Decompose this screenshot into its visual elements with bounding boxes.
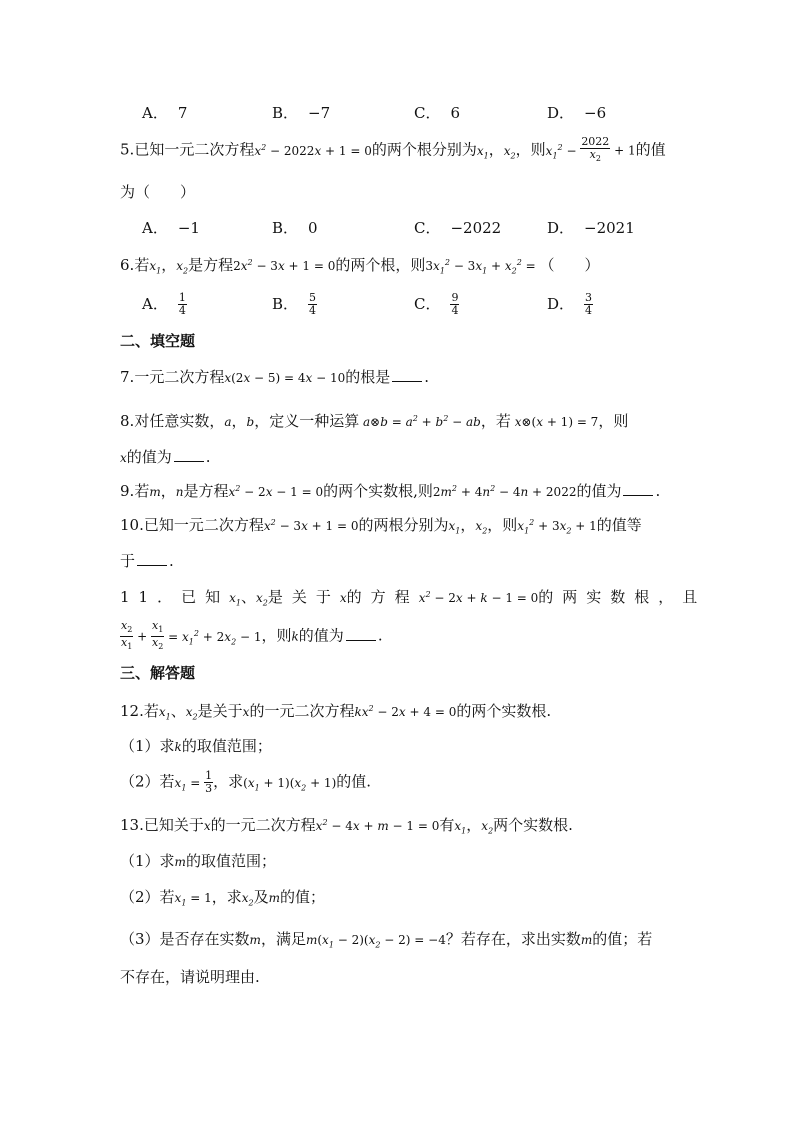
- q4-option-a: A． 7: [142, 104, 188, 122]
- question-11: 11．已知$x_1$、$x_2$是关于x的方程$x^2 - 2x + k - 1 = 0$的两实数根，且: [120, 588, 707, 608]
- q4-option-c: C． 6: [414, 104, 461, 122]
- section-fill-heading: 二、填空题: [120, 332, 196, 350]
- section-solve-heading: 三、解答题: [120, 664, 196, 682]
- q4-option-b: B． −7: [272, 104, 331, 122]
- q4-option-d: D． −6: [547, 104, 607, 122]
- answer-blank: [174, 447, 204, 462]
- question-10: 10.已知一元二次方程$x^2 - 3x + 1 = 0$的两根分别为$x_1$，$x_2$，则$x_1^2 + 3x_2 + 1$的值等: [120, 516, 642, 536]
- question-13-part-3: （3）是否存在实数m，满足$m(x_1 - 2)(x_2 - 2) = -4$？若存在，求出实数m的值；若: [120, 930, 653, 950]
- answer-blank: [137, 551, 167, 566]
- question-7: 7.一元二次方程x(2x − 5) = 4x − 10的根是 .: [120, 368, 430, 386]
- question-8: 8.对任意实数，a，b，定义一种运算 a⊗b = $a^2 + b^2$ − ab，若 x⊗(x + 1) = 7，则: [120, 412, 629, 430]
- question-5-cont: 为（ ）: [120, 183, 196, 201]
- answer-blank: [346, 626, 376, 641]
- question-5: 5.已知一元二次方程$x^2 - 2022x + 1 = 0$的两个根分别为$x_1$，$x_2$，则$x_1^2$ − $\frac{2022}{x_2}$ + 1的值: [120, 135, 666, 164]
- answer-blank: [392, 367, 422, 382]
- question-9: 9.若m，n是方程$x^2 - 2x - 1 = 0$的两个实数根,则$2m^2 + 4n^2 - 4n + 2022$的值为 .: [120, 482, 661, 500]
- question-6: 6.若$x_1$，$x_2$是方程$2x^2 - 3x + 1 = 0$的两个根，则$3x_1^2 - 3x_1 + x_2^2$ = （ ）: [120, 256, 600, 276]
- question-12-part-2: （2）若$x_1$ = $\frac{1}{3}$ ，求$(x_1 + 1)(x_2 + 1)$的值.: [120, 769, 372, 795]
- question-13-part-3-cont: 不存在，请说明理由.: [120, 968, 260, 986]
- answer-blank: [623, 481, 653, 496]
- document-page: A． 7 B． −7 C． 6 D． −6 5.已知一元二次方程$x^2 - 2022x + 1 = 0$的两个根分别为$x_1$，$x_2$，则$x_1^2$ − $\frac{2022}{x_2}$ + 1的值 为（ ） A． −1 B． 0 C． −2022 D． −2021 6.若$x_1$，$x_2$是方程$2x^2 - 3x + 1 = 0$的两个根，则$3x_1^2 - 3x_1 + x_2^2$ = （ ） A． $\frac{1}{4}$ B． $\frac{5}{4}$ C． $\frac{9}{4}$ D． $\frac{3}{4}$ 二、填空题 7.一元二次方程x(2x − 5) = 4x − 10的根是 . 8.对任意实数，a，b，定义一种运算 a⊗b = $a^2 + b^2$ − ab，若 x⊗(x + 1) = 7，则 x的值为 . 9.若m，n是方程$x^2 - 2x - 1 = 0$的两个实数根,则$2m^2 + 4n^2 - 4n + 2022$的值为 . 10.已知一元二次方程$x^2 - 3x + 1 = 0$的两根分别为$x_1$，$x_2$，则$x_1^2 + 3x_2 + 1$的值等 于 . 11．已知$x_1$、$x_2$是关于x的方程$x^2 - 2x + k - 1 = 0$的两实数根，且 $\frac{x_2}{x_1}$ + $\frac{x_1}{x_2}$ = $x_1^2 + 2x_2 - 1$，则k的值为 . 三、解答题 12.若$x_1$、$x_2$是关于x的一元二次方程$kx^2 - 2x + 4 = 0$的两个实数根. （1）求k的取值范围； （2）若$x_1$ = $\frac{1}{3}$ ，求$(x_1 + 1)(x_2 + 1)$的值. 13.已知关于x的一元二次方程$x^2 - 4x + m - 1 = 0$有$x_1$，$x_2$两个实数根. （1）求m的取值范围； （2）若$x_1 = 1$，求$x_2$及m的值； （3）是否存在实数m，满足$m(x_1 - 2)(x_2 - 2) = -4$？若存在，求出实数m的值；若 不存在，请说明理由.: [120, 104, 707, 986]
- question-12-part-1: （1）求k的取值范围；: [120, 737, 272, 755]
- question-13-part-2: （2）若$x_1 = 1$，求$x_2$及m的值；: [120, 888, 326, 908]
- question-10-cont: 于 .: [120, 552, 174, 570]
- question-8-cont: x的值为 .: [120, 448, 211, 466]
- question-13: 13.已知关于x的一元二次方程$x^2 - 4x + m - 1 = 0$有$x_1$，$x_2$两个实数根.: [120, 816, 573, 836]
- question-13-part-1: （1）求m的取值范围；: [120, 852, 276, 870]
- question-11-cont: $\frac{x_2}{x_1}$ + $\frac{x_1}{x_2}$ = $x_1^2 + 2x_2 - 1$，则k的值为 .: [121, 619, 383, 652]
- question-12: 12.若$x_1$、$x_2$是关于x的一元二次方程$kx^2 - 2x + 4 = 0$的两个实数根.: [120, 702, 552, 722]
